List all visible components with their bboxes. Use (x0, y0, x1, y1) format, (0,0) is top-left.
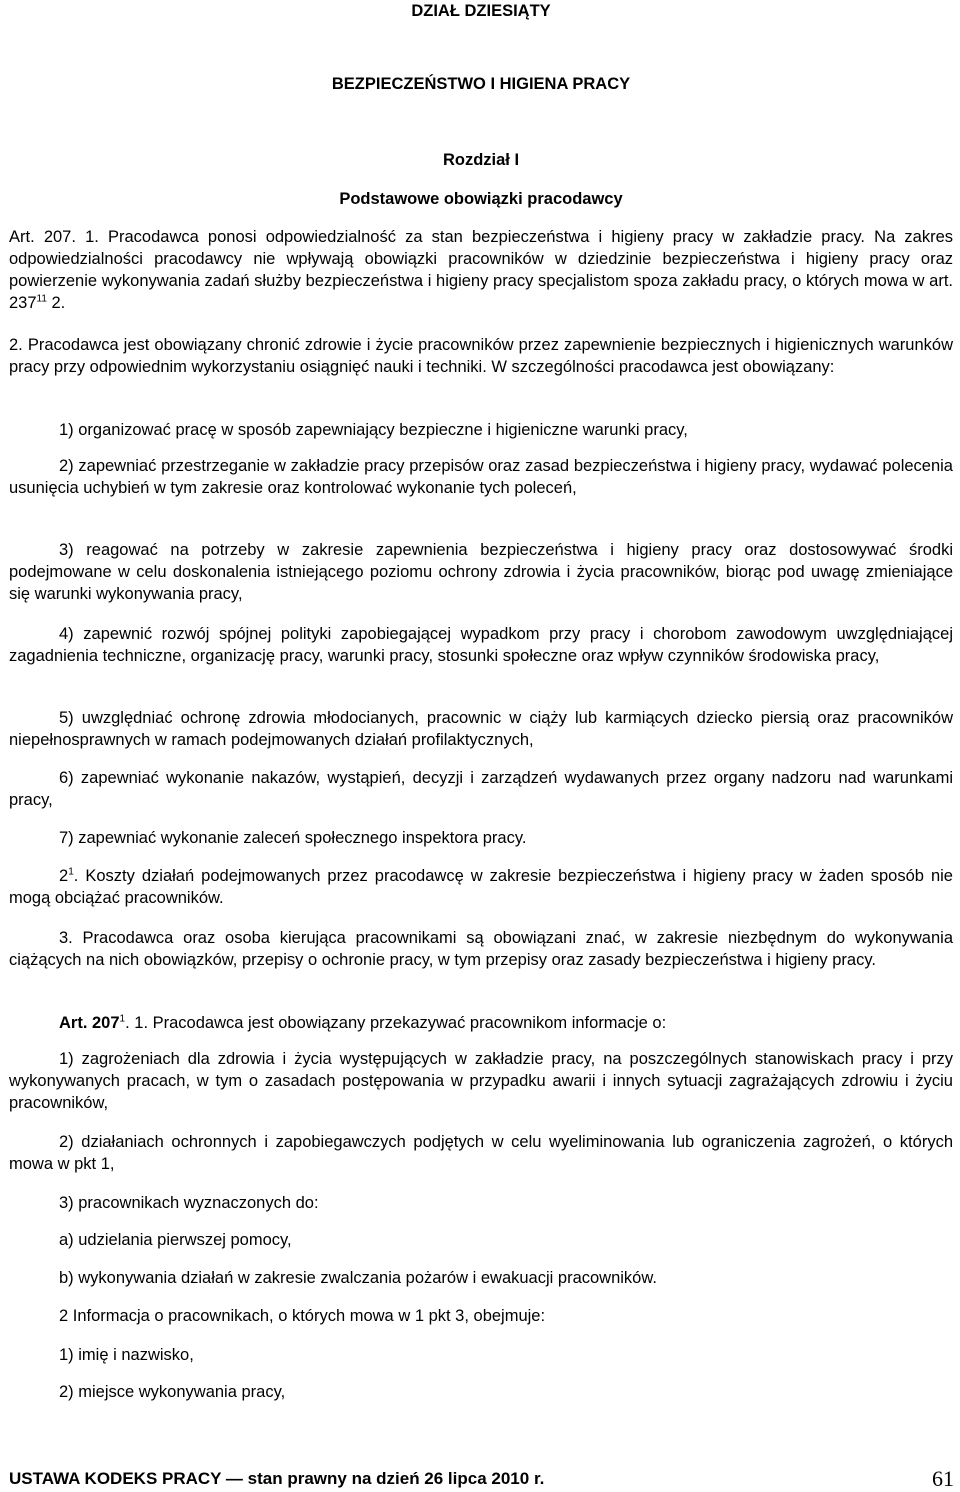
art207-paragraph-2-1: $2^1$. Koszty działań podejmowanych przez pracodawcę w zakresie bezpieczeństwa i higieny pracy w żaden sposób nie mogą obciążać pracowników. (9, 866, 953, 907)
art2071-item-3: 3) pracownikach wyznaczonych do: (59, 1194, 319, 1212)
art207-paragraph-2: 2. Pracodawca jest obowiązany chronić zdrowie i życie pracowników przez zapewnienie bezpiecznych i higienicznych warunków pracy przy odpowiednim wykorzystaniu osiągnięć nauki i techniki. W szczególności pracodawca jest obowiązany: (9, 336, 953, 376)
section-title: Podstawowe obowiązki pracodawcy (339, 190, 623, 208)
art2071-p2-item-2: 2) miejsce wykonywania pracy, (59, 1383, 286, 1401)
art2071-item-1: 1) zagrożeniach dla zdrowia i życia występujących w zakładzie pracy, na poszczególnych stanowiskach pracy i przy wykonywanych pracach, w tym o zasadach postępowania w przypadku awarii i innych sytuacji zagrażających zdrowiu i życiu pracowników, (9, 1050, 953, 1112)
art2071-p2-item-1: 1) imię i nazwisko, (59, 1346, 194, 1364)
art207-item-1: 1) organizować pracę w sposób zapewniający bezpieczne i higieniczne warunki pracy, (59, 421, 688, 439)
chapter-heading: DZIAŁ DZIESIĄTY (411, 2, 551, 20)
art2071-item-3b: b) wykonywania działań w zakresie zwalczania pożarów i ewakuacji pracowników. (59, 1269, 657, 1287)
section-heading: Rozdział I (442, 151, 520, 169)
page-number: 61 (932, 1466, 954, 1491)
art207-item-6: 6) zapewniać wykonanie nakazów, wystąpień, decyzji i zarządzeń wydawanych przez organy nadzoru nad warunkami pracy, (9, 769, 953, 809)
art2071-heading: Art. $207^1$. 1. Pracodawca jest obowiązany przekazywać pracownikom informacje o: (59, 1013, 667, 1032)
art207-paragraph-3: 3. Pracodawca oraz osoba kierująca pracownikami są obowiązani znać, w zakresie niezbędnym do wykonywania ciążących na nich obowiązków, przepisy o ochronie pracy, w tym przepisy oraz zasady bezpieczeństwa i higieny pracy. (9, 929, 953, 969)
art207-item-7: 7) zapewniać wykonanie zaleceń społecznego inspektora pracy. (59, 829, 527, 847)
art207-paragraph-1: Art. 207. 1. Pracodawca ponosi odpowiedzialność za stan bezpieczeństwa i higieny pracy w zakładzie pracy. Na zakres odpowiedzialności pracodawcy nie wpływają obowiązki pracowników w dziedzinie bezpieczeństwa i higieny pracy oraz powierzenie wykonywania zadań służby bezpieczeństwa i higieny pracy specjalistom spoza zakładu pracy, o których mowa w art. $237^{11}$ 2. (9, 228, 953, 312)
art207-item-2: 2) zapewniać przestrzeganie w zakładzie pracy przepisów oraz zasad bezpieczeństwa i higieny pracy, wydawać polecenia usunięcia uchybień w tym zakresie oraz kontrolować wykonanie tych poleceń, (9, 457, 953, 497)
art2071-item-3a: a) udzielania pierwszej pomocy, (59, 1231, 292, 1249)
art207-item-5: 5) uwzględniać ochronę zdrowia młodocianych, pracownic w ciąży lub karmiących dziecko piersią oraz pracowników niepełnosprawnych w ramach podejmowanych działań profilaktycznych, (9, 709, 953, 749)
art2071-item-2: 2) działaniach ochronnych i zapobiegawczych podjętych w celu wyeliminowania lub ograniczenia zagrożeń, o których mowa w pkt 1, (9, 1133, 953, 1173)
art207-item-3: 3) reagować na potrzeby w zakresie zapewnienia bezpieczeństwa i higieny pracy oraz dostosowywać środki podejmowane w celu doskonalenia istniejącego poziomu ochrony zdrowia i życia pracowników, biorąc pod uwagę zmieniające się warunki wykonywania pracy, (9, 541, 953, 603)
page-footer (9, 1468, 954, 1492)
footer-title: USTAWA KODEKS PRACY — stan prawny na dzień 26 lipca 2010 r. (9, 1469, 545, 1488)
art2071-paragraph-2: 2 Informacja o pracownikach, o których mowa w 1 pkt 3, obejmuje: (59, 1307, 546, 1325)
chapter-title: BEZPIECZEŃSTWO I HIGIENA PRACY (331, 75, 631, 93)
art207-item-4: 4) zapewnić rozwój spójnej polityki zapobiegającej wypadkom przy pracy i chorobom zawodowym uwzględniającej zagadnienia techniczne, organizację pracy, warunki pracy, stosunki społeczne oraz wpływ czynników środowiska pracy, (9, 625, 953, 665)
